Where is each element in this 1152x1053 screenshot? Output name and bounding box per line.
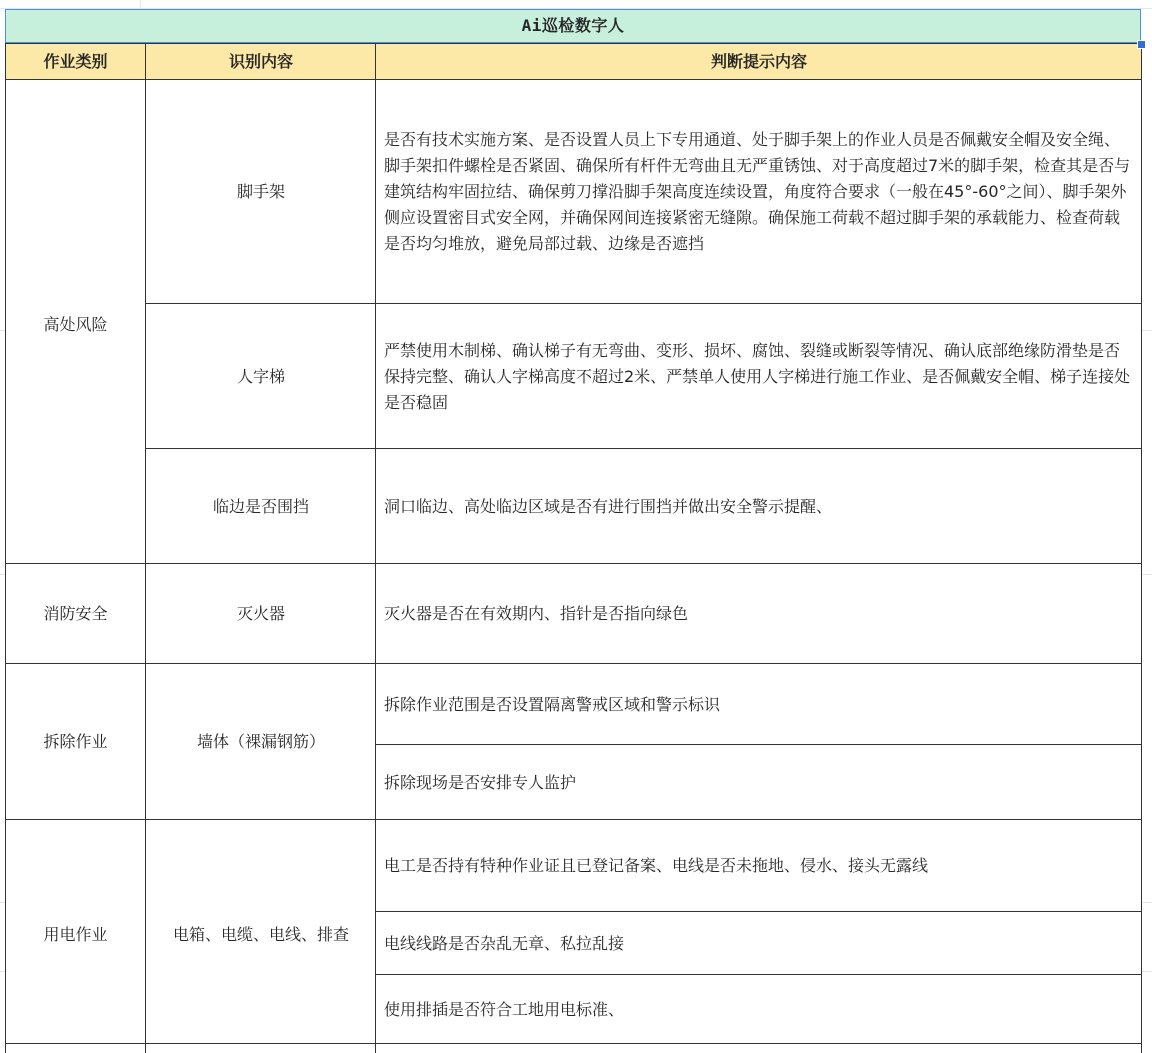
border <box>375 43 376 1053</box>
cell-item-fire[interactable] <box>146 564 376 664</box>
border <box>146 448 1142 449</box>
cell-prompt-electric-2[interactable] <box>376 912 1142 975</box>
header-prompt[interactable] <box>376 43 1142 80</box>
header-category[interactable] <box>5 43 146 80</box>
cell-prompt-fire[interactable] <box>376 564 1142 664</box>
category-demolition: 拆除作业 <box>43 732 108 751</box>
border <box>376 911 1142 912</box>
item-ladder: 人字梯 <box>236 366 285 386</box>
cell-item-demolition[interactable] <box>146 664 376 820</box>
cell-category-height-risk[interactable] <box>5 80 146 564</box>
border <box>5 79 1142 80</box>
border <box>5 43 6 1053</box>
cell-item-scaffold[interactable] <box>146 80 376 304</box>
border <box>5 819 1142 820</box>
selection-fill-handle[interactable] <box>1137 40 1146 49</box>
category-fire: 消防安全 <box>43 604 108 623</box>
prompt-scaffold: 是否有技术实施方案、是否设置人员上下专用通道、处于脚手架上的作业人员是否佩戴安全帽及安全绳、脚手架扣件螺栓是否紧固、确保所有杆件无弯曲且无严重锈蚀、对于高度超过7米的脚手架，检查其是否与建筑结构牢固拉结、确保剪刀撑沿脚手架高度连续设置，角度符合要求（一般在45°-60°之间）、脚手架外侧应设置密目式安全网，并确保网间连接紧密无缝隙。确保施工荷载不超过脚手架的承载能力、检查荷载是否均匀堆放，避免局部过载、边缘是否遮挡 <box>384 130 1131 253</box>
prompt-edge: 洞口临边、高处临边区域是否有进行围挡并做出安全警示提醒、 <box>384 496 833 516</box>
border <box>5 1043 1142 1044</box>
header-category-label: 作业类别 <box>43 51 108 71</box>
prompt-demolition-1: 拆除作业范围是否设置隔离警戒区域和警示标识 <box>384 694 721 714</box>
item-electric: 电箱、电缆、电线、排查 <box>172 925 349 944</box>
sheet-title: Ai巡检数字人 <box>521 16 625 35</box>
cell-prompt-demolition-2[interactable] <box>376 745 1142 820</box>
border <box>146 303 1142 304</box>
cell-item-ladder[interactable] <box>146 304 376 449</box>
sheet-title-cell[interactable] <box>5 9 1141 43</box>
cell-prompt-edge[interactable] <box>376 449 1142 564</box>
cell-item-electric[interactable] <box>146 820 376 1050</box>
prompt-ladder: 严禁使用木制梯、确认梯子有无弯曲、变形、损坏、腐蚀、裂缝或断裂等情况、确认底部绝缘防滑垫是否保持完整、确认人字梯高度不超过2米、严禁单人使用人字梯进行施工作业、是否佩戴安全帽、梯子连接处是否稳固 <box>384 340 1131 412</box>
item-fire-extinguisher: 灭火器 <box>236 604 285 623</box>
border <box>5 43 1142 44</box>
cell-category-fire[interactable] <box>5 564 146 664</box>
border <box>5 563 1142 564</box>
prompt-fire: 灭火器是否在有效期内、指针是否指向绿色 <box>384 604 689 623</box>
header-item-label: 识别内容 <box>228 51 293 71</box>
cell-category-demolition[interactable] <box>5 664 146 820</box>
category-height-risk: 高处风险 <box>43 315 108 334</box>
cell-item-edge[interactable] <box>146 449 376 564</box>
cell-category-electric[interactable] <box>5 820 146 1050</box>
border <box>1141 43 1142 1053</box>
cell-prompt-electric-1[interactable] <box>376 820 1142 912</box>
header-prompt-label: 判断提示内容 <box>710 51 807 71</box>
prompt-demolition-2: 拆除现场是否安排专人监护 <box>384 772 577 792</box>
border <box>376 744 1142 745</box>
item-edge: 临边是否围挡 <box>212 496 309 516</box>
item-wall: 墙体（裸漏钢筋） <box>196 732 325 751</box>
border <box>145 43 146 1053</box>
cell-prompt-demolition-1[interactable] <box>376 664 1142 745</box>
prompt-electric-2: 电线线路是否杂乱无章、私拉乱接 <box>384 933 625 953</box>
border <box>376 974 1142 975</box>
category-electric: 用电作业 <box>43 925 108 944</box>
prompt-electric-1: 电工是否持有特种作业证且已登记备案、电线是否未拖地、侵水、接头无露线 <box>384 856 929 875</box>
cell-prompt-ladder[interactable] <box>376 304 1142 449</box>
prompt-electric-3: 使用排插是否符合工地用电标准、 <box>384 1000 625 1019</box>
cell-prompt-scaffold[interactable] <box>376 80 1142 304</box>
item-scaffold: 脚手架 <box>236 182 285 201</box>
header-item[interactable] <box>146 43 376 80</box>
border <box>5 663 1142 664</box>
cell-prompt-electric-3[interactable] <box>376 975 1142 1045</box>
